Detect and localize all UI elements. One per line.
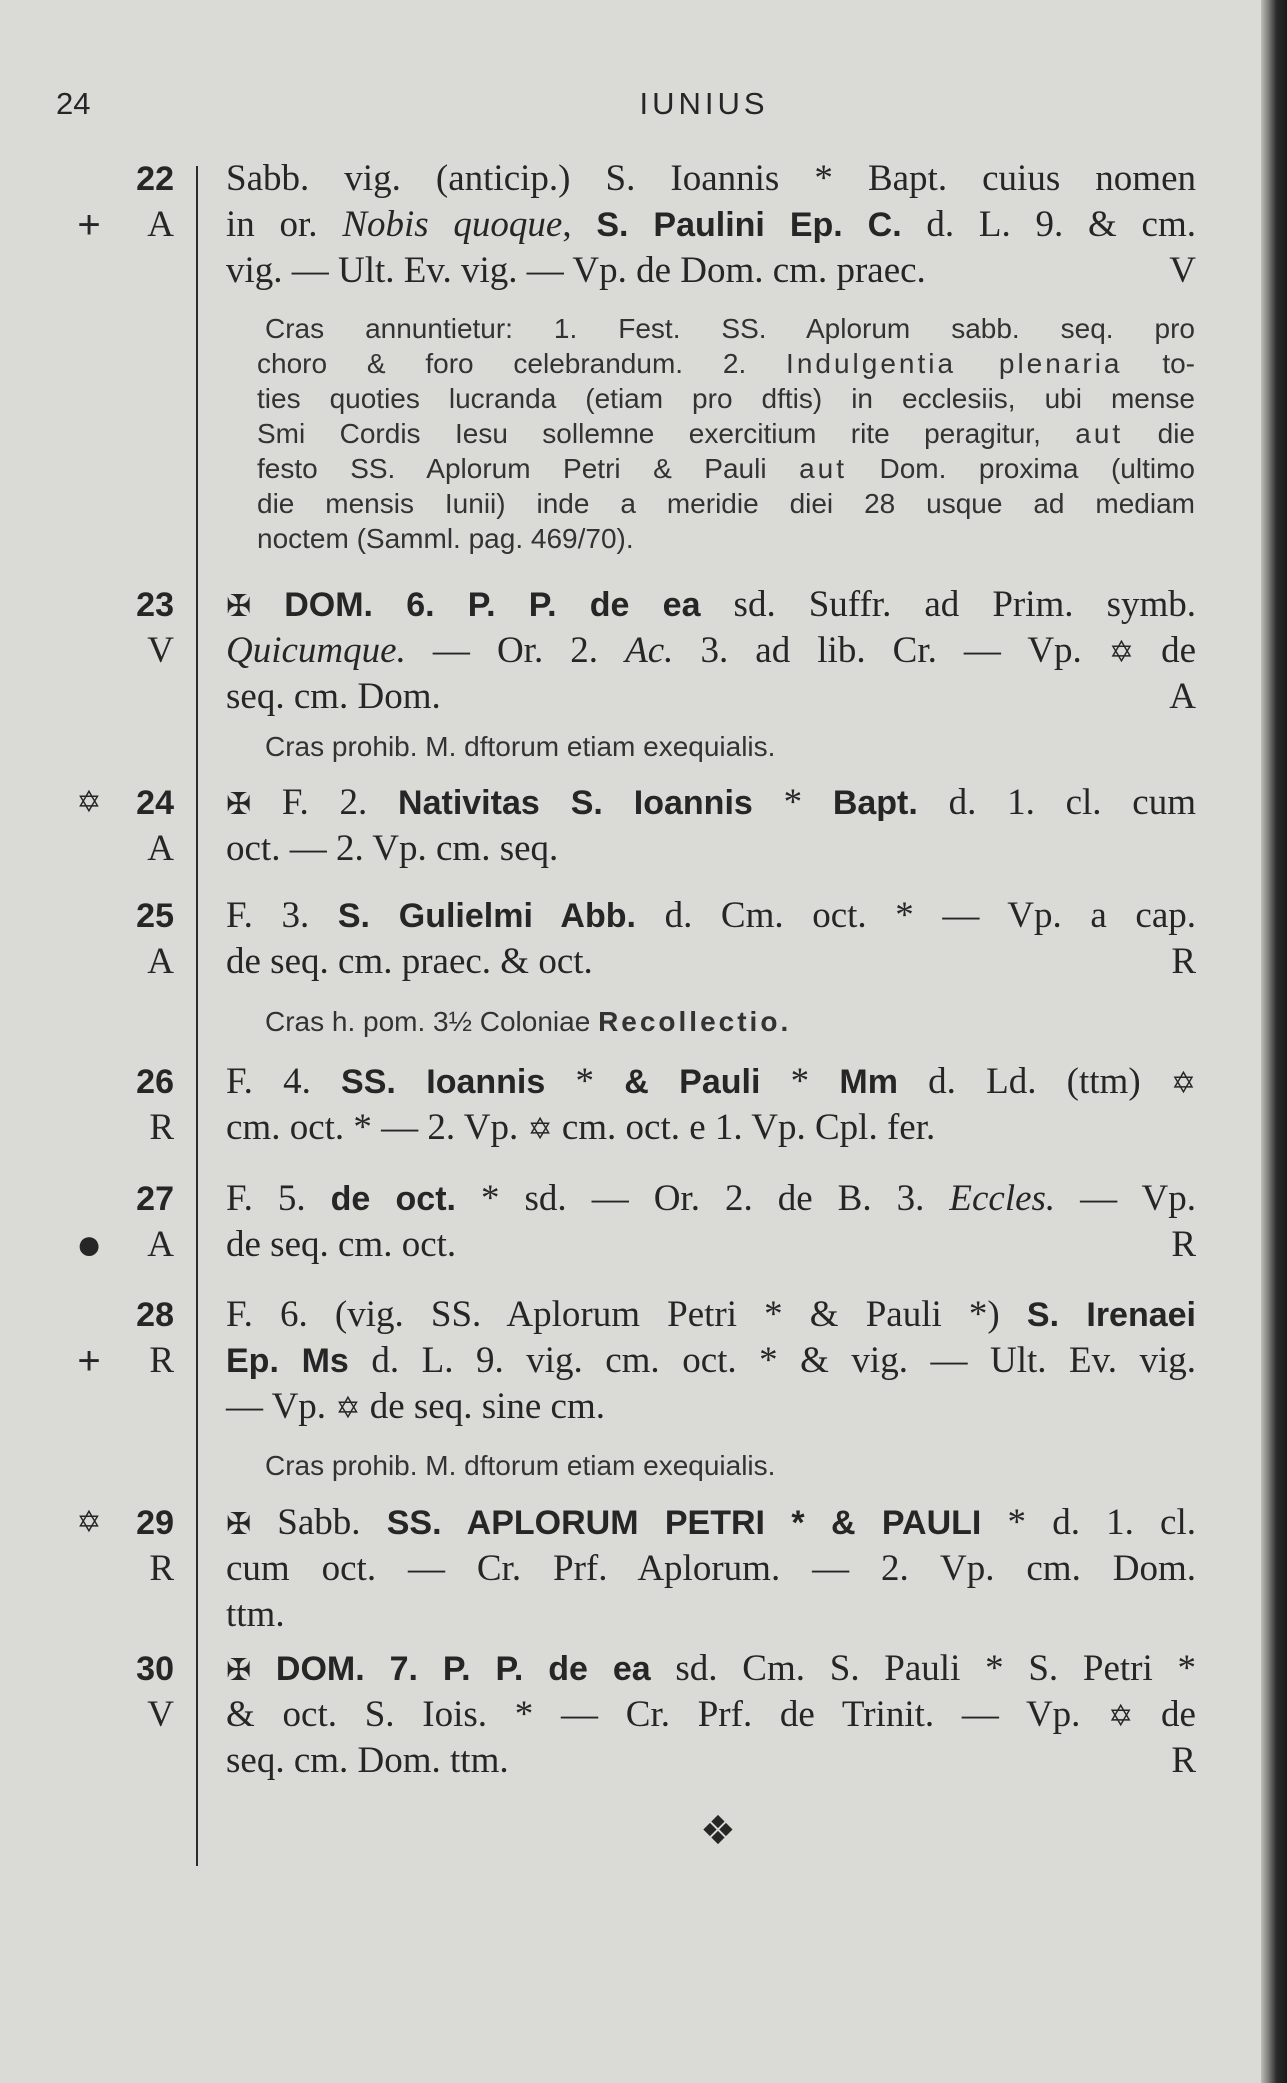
announcement-note bbox=[257, 1004, 1195, 1039]
liturgical-color-end: R bbox=[1171, 941, 1196, 982]
text-line bbox=[226, 1646, 1196, 1692]
cross-icon: ✠ bbox=[226, 1653, 252, 1688]
text-segment: F. 4. bbox=[226, 1061, 342, 1102]
column-rule bbox=[196, 166, 198, 1866]
color-row bbox=[60, 826, 174, 872]
cross-icon: ✠ bbox=[226, 1507, 252, 1542]
day-row bbox=[60, 780, 174, 826]
day-column bbox=[60, 156, 174, 248]
entry-text bbox=[226, 156, 1196, 294]
text-segment: Nativitas S. Ioannis bbox=[398, 784, 753, 822]
text-segment: Cras prohib. M. dftorum etiam exequialis. bbox=[265, 1450, 776, 1481]
text-segment: Dom. proxima (ultimo bbox=[847, 453, 1195, 484]
text-segment: Eccles. bbox=[949, 1178, 1056, 1219]
liturgical-color: R bbox=[149, 1548, 174, 1589]
liturgical-color: R bbox=[149, 1340, 174, 1381]
text-segment: , bbox=[562, 204, 597, 245]
text-segment: sd. Suffr. ad Prim. symb. bbox=[700, 584, 1197, 625]
day-row bbox=[60, 1500, 174, 1546]
entry-text bbox=[226, 780, 1196, 872]
liturgical-color: V bbox=[147, 630, 174, 671]
note-line bbox=[257, 1004, 1195, 1039]
day-number: 23 bbox=[136, 586, 174, 624]
text-segment: in or. bbox=[226, 204, 343, 245]
text-segment: * bbox=[760, 1061, 840, 1102]
day-number: 30 bbox=[136, 1650, 174, 1688]
note-line bbox=[257, 729, 1195, 764]
text-segment: DOM. 7. P. P. de ea bbox=[275, 1650, 651, 1688]
text-segment: seq. cm. Dom. bbox=[226, 676, 441, 717]
text-segment bbox=[251, 584, 284, 625]
text-segment: de bbox=[1134, 630, 1196, 671]
text-segment: de seq. sine cm. bbox=[360, 1386, 605, 1427]
color-row bbox=[60, 202, 174, 248]
text-line bbox=[226, 674, 1196, 720]
day-column bbox=[60, 582, 174, 674]
day-number: 24 bbox=[136, 784, 174, 822]
text-line bbox=[226, 1059, 1196, 1105]
text-segment: d. Cm. oct. * — Vp. a cap. bbox=[635, 895, 1197, 936]
announcement-note bbox=[257, 311, 1195, 556]
text-line bbox=[226, 1738, 1196, 1784]
color-row bbox=[60, 1692, 174, 1738]
text-segment: * d. 1. cl. bbox=[981, 1502, 1197, 1543]
text-segment: * bbox=[752, 782, 833, 823]
text-segment: — Or. 2. bbox=[405, 630, 626, 671]
text-segment: Indulgentia plenaria bbox=[786, 348, 1123, 379]
text-segment: SS. Ioannis bbox=[341, 1063, 546, 1101]
text-segment: F. 5. bbox=[226, 1178, 331, 1219]
text-segment: Sabb. vig. (anticip.) S. Ioannis * Bapt. cuius nomen bbox=[226, 158, 1196, 199]
text-segment bbox=[251, 1648, 276, 1689]
text-line bbox=[226, 1384, 1196, 1430]
day-row bbox=[60, 1292, 174, 1338]
color-row bbox=[60, 1338, 174, 1384]
liturgical-color-end: R bbox=[1171, 1740, 1196, 1781]
text-line bbox=[226, 893, 1196, 939]
color-row bbox=[60, 628, 174, 674]
text-line bbox=[226, 628, 1196, 674]
text-line bbox=[226, 1592, 1196, 1638]
text-segment: S. Gulielmi Abb. bbox=[337, 897, 636, 935]
entry-text bbox=[226, 1059, 1196, 1151]
note-line bbox=[257, 521, 1195, 556]
liturgical-color-end: A bbox=[1169, 676, 1196, 717]
text-segment: seq. cm. Dom. ttm. bbox=[226, 1740, 509, 1781]
color-row bbox=[60, 1222, 174, 1268]
note-line bbox=[257, 311, 1195, 346]
day-row bbox=[60, 582, 174, 628]
text-line bbox=[226, 1338, 1196, 1384]
text-segment: cm. oct. * — 2. Vp. bbox=[226, 1107, 528, 1148]
day-row bbox=[60, 1176, 174, 1222]
liturgical-color: A bbox=[147, 204, 174, 245]
text-segment: * sd. — Or. 2. de B. 3. bbox=[456, 1178, 950, 1219]
text-segment: Recollectio. bbox=[598, 1006, 792, 1037]
text-line bbox=[226, 582, 1196, 628]
text-line bbox=[226, 780, 1196, 826]
text-line bbox=[226, 826, 1196, 872]
day-column bbox=[60, 1059, 174, 1151]
text-segment: 3. ad lib. Cr. — Vp. bbox=[673, 630, 1109, 671]
day-row bbox=[60, 1646, 174, 1692]
day-number: 29 bbox=[136, 1504, 174, 1542]
text-segment: de oct. bbox=[330, 1180, 456, 1218]
entry-text bbox=[226, 893, 1196, 985]
plus-icon: + bbox=[77, 203, 101, 247]
day-column bbox=[60, 1500, 174, 1592]
note-line bbox=[257, 381, 1195, 416]
liturgical-color: A bbox=[147, 828, 174, 869]
star-icon: ✡ bbox=[527, 1112, 553, 1147]
day-column bbox=[60, 893, 174, 985]
text-segment: Ac. bbox=[625, 630, 674, 671]
text-segment: * bbox=[545, 1061, 625, 1102]
liturgical-color: V bbox=[147, 1694, 174, 1735]
text-segment: aut bbox=[1075, 418, 1124, 449]
cross-icon: ✠ bbox=[226, 787, 252, 822]
text-line bbox=[226, 1105, 1196, 1151]
text-segment: to- bbox=[1122, 348, 1195, 379]
day-row bbox=[60, 156, 174, 202]
liturgical-color: R bbox=[149, 1107, 174, 1148]
text-line bbox=[226, 939, 1196, 985]
text-segment: Cras h. pom. 3½ Coloniae bbox=[265, 1006, 599, 1037]
text-segment: cm. oct. e 1. Vp. Cpl. fer. bbox=[552, 1107, 936, 1148]
text-line bbox=[226, 1176, 1196, 1222]
day-column bbox=[60, 1646, 174, 1738]
day-column bbox=[60, 1292, 174, 1384]
text-segment: oct. — 2. Vp. cm. seq. bbox=[226, 828, 559, 869]
book-binding-edge bbox=[1261, 0, 1287, 2083]
day-number: 28 bbox=[136, 1296, 174, 1334]
text-segment: & oct. S. Iois. * — Cr. Prf. de Trinit. — Vp. bbox=[226, 1694, 1109, 1735]
star-icon: ✡ bbox=[76, 785, 102, 820]
day-number: 22 bbox=[136, 160, 174, 198]
announcement-note bbox=[257, 1448, 1195, 1483]
entry-text bbox=[226, 582, 1196, 720]
text-segment: Nobis quoque bbox=[342, 204, 563, 245]
day-number: 26 bbox=[136, 1063, 174, 1101]
text-segment: SS. APLORUM PETRI * & PAULI bbox=[386, 1504, 982, 1542]
entry-text bbox=[226, 1292, 1196, 1430]
bullet-icon: ● bbox=[75, 1220, 103, 1269]
day-column bbox=[60, 1176, 174, 1268]
color-row bbox=[60, 1546, 174, 1592]
cross-icon: ✠ bbox=[226, 589, 252, 624]
star-icon: ✡ bbox=[1170, 1066, 1197, 1101]
text-segment: noctem (Samml. pag. 469/70). bbox=[257, 523, 634, 554]
text-segment: Mm bbox=[839, 1063, 898, 1101]
star-icon: ✡ bbox=[76, 1505, 102, 1540]
text-segment: Sabb. bbox=[251, 1502, 387, 1543]
day-row bbox=[60, 1059, 174, 1105]
liturgical-color-end: V bbox=[1169, 250, 1196, 291]
text-segment: S. Irenaei bbox=[1026, 1296, 1196, 1334]
text-segment: F. 2. bbox=[251, 782, 399, 823]
text-line bbox=[226, 1692, 1196, 1738]
liturgical-color: A bbox=[147, 1224, 174, 1265]
note-line bbox=[257, 346, 1195, 381]
text-segment: — Vp. bbox=[226, 1386, 336, 1427]
color-row bbox=[60, 1105, 174, 1151]
text-segment: choro & foro celebrandum. 2. bbox=[257, 348, 787, 379]
running-head: IUNIUS bbox=[639, 86, 769, 121]
liturgical-color-end: R bbox=[1171, 1224, 1196, 1265]
text-line bbox=[226, 156, 1196, 202]
star-icon: ✡ bbox=[1108, 635, 1134, 670]
note-line bbox=[257, 1448, 1195, 1483]
text-segment: aut bbox=[799, 453, 847, 484]
text-segment: Quicumque. bbox=[226, 630, 406, 671]
text-segment: & Pauli bbox=[624, 1063, 761, 1101]
text-segment: cum oct. — Cr. Prf. Aplorum. — 2. Vp. cm. Dom. bbox=[226, 1548, 1196, 1589]
text-segment: ttm. bbox=[226, 1594, 285, 1635]
liturgical-color: A bbox=[147, 941, 174, 982]
ornament-icon: ❖ bbox=[700, 1808, 736, 1854]
note-line bbox=[257, 486, 1195, 521]
text-segment: vig. — Ult. Ev. vig. — Vp. de Dom. cm. praec. bbox=[226, 250, 926, 291]
page-number: 24 bbox=[56, 86, 91, 121]
text-line bbox=[226, 1292, 1196, 1338]
plus-icon: + bbox=[77, 1339, 101, 1383]
text-segment: d. L. 9. vig. cm. oct. * & vig. — Ult. Ev. vig. bbox=[348, 1340, 1196, 1381]
entry-text bbox=[226, 1176, 1196, 1268]
note-line bbox=[257, 451, 1195, 486]
text-line bbox=[226, 1222, 1196, 1268]
day-column bbox=[60, 780, 174, 872]
text-segment: die bbox=[1123, 418, 1195, 449]
star-icon: ✡ bbox=[335, 1391, 361, 1426]
star-icon: ✡ bbox=[1108, 1699, 1134, 1734]
text-segment: Ep. Ms bbox=[226, 1342, 349, 1380]
entry-text bbox=[226, 1646, 1196, 1784]
note-line bbox=[257, 416, 1195, 451]
text-segment: Cras prohib. M. dftorum etiam exequialis. bbox=[265, 731, 776, 762]
announcement-note bbox=[257, 729, 1195, 764]
text-segment: F. 3. bbox=[226, 895, 338, 936]
day-row bbox=[60, 893, 174, 939]
text-segment: de seq. cm. oct. bbox=[226, 1224, 457, 1265]
color-row bbox=[60, 939, 174, 985]
text-segment: — Vp. bbox=[1055, 1178, 1197, 1219]
text-segment: festo SS. Aplorum Petri & Pauli bbox=[257, 453, 800, 484]
text-line bbox=[226, 248, 1196, 294]
text-segment: S. Paulini Ep. C. bbox=[596, 206, 902, 244]
text-segment: Smi Cordis Iesu sollemne exercitium rite peragitur, bbox=[257, 418, 1076, 449]
text-segment: die mensis Iunii) inde a meridie diei 28 usque ad mediam bbox=[257, 488, 1195, 519]
text-segment: DOM. 6. P. P. de ea bbox=[284, 586, 701, 624]
text-segment: de bbox=[1133, 1694, 1196, 1735]
text-segment: sd. Cm. S. Pauli * S. Petri * bbox=[650, 1648, 1197, 1689]
text-segment: d. L. 9. & cm. bbox=[901, 204, 1196, 245]
text-segment: d. 1. cl. cum bbox=[917, 782, 1197, 823]
day-number: 27 bbox=[136, 1180, 174, 1218]
text-line bbox=[226, 1546, 1196, 1592]
text-segment: de seq. cm. praec. & oct. bbox=[226, 941, 593, 982]
text-segment: d. Ld. (ttm) bbox=[897, 1061, 1171, 1102]
text-line bbox=[226, 202, 1196, 248]
entry-text bbox=[226, 1500, 1196, 1638]
day-number: 25 bbox=[136, 897, 174, 935]
text-segment: F. 6. (vig. SS. Aplorum Petri * & Pauli *) bbox=[226, 1294, 1027, 1335]
text-segment: ties quoties lucranda (etiam pro dftis) in ecclesiis, ubi mense bbox=[257, 383, 1195, 414]
text-segment: Cras annuntietur: 1. Fest. SS. Aplorum sabb. seq. pro bbox=[265, 313, 1195, 344]
text-line bbox=[226, 1500, 1196, 1546]
text-segment: Bapt. bbox=[832, 784, 918, 822]
